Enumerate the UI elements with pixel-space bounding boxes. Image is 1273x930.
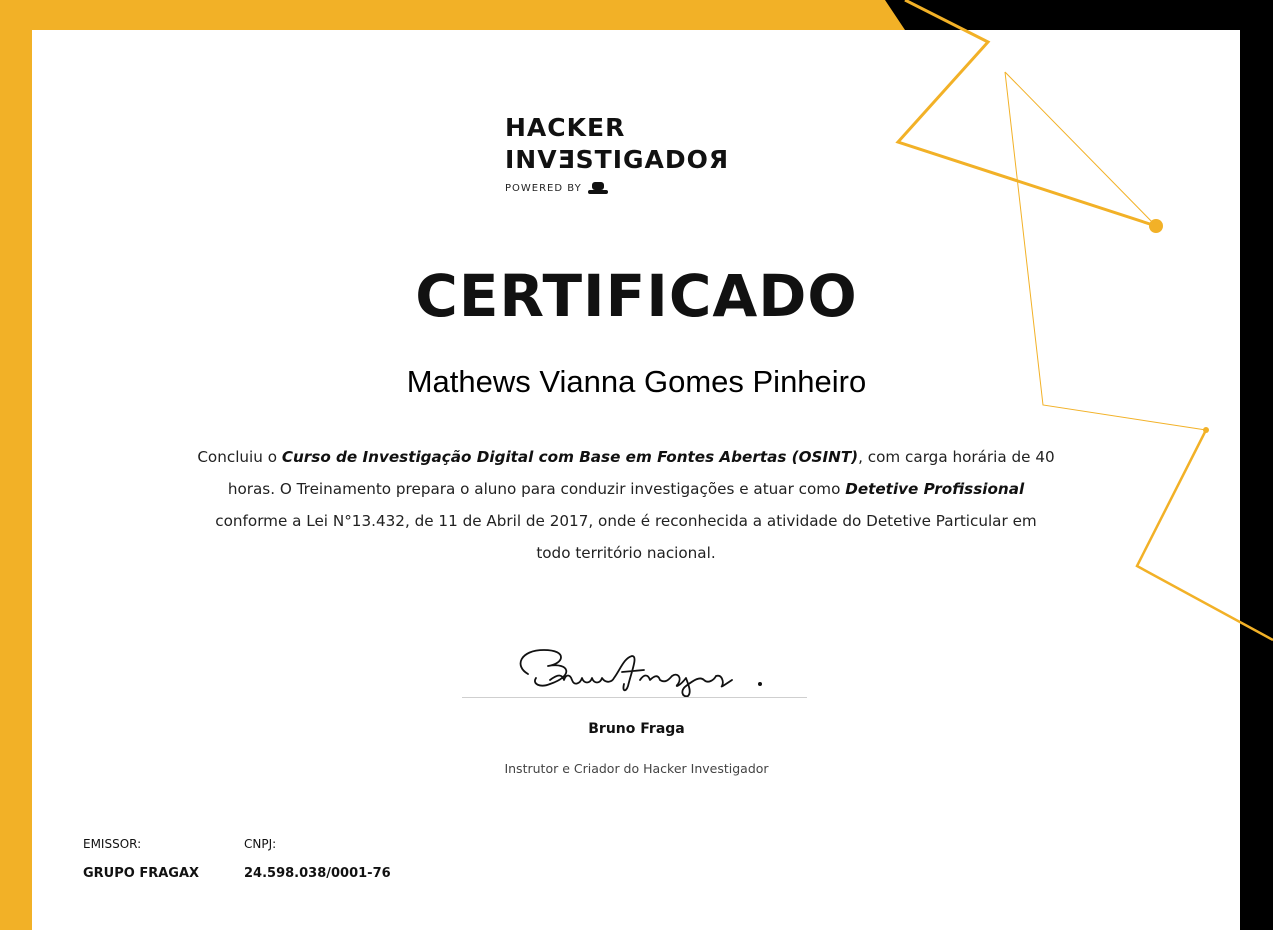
recipient-name: Mathews Vianna Gomes Pinheiro	[406, 364, 867, 399]
handwritten-signature	[510, 640, 770, 698]
cnpj-value: 24.598.038/0001-76	[244, 866, 391, 881]
cnpj-label: CNPJ:	[244, 837, 277, 851]
signer-name: Bruno Fraga	[588, 721, 685, 737]
professional-title: Detetive Profissional	[845, 480, 1025, 498]
body-text-part-2: , com carga horária de 40 horas. O Treinamento prepara o aluno para conduzir investigações e atuar como	[227, 448, 1055, 498]
logo-line-hacker: HACKER	[505, 113, 626, 142]
signature-line	[462, 697, 807, 698]
signer-role: Instrutor e Criador do Hacker Investigador	[504, 761, 769, 776]
emissor-label: EMISSOR:	[83, 837, 142, 851]
certificate-body-text	[196, 441, 1056, 569]
body-text-part-1: Concluiu o	[197, 448, 282, 466]
course-name: Curso de Investigação Digital com Base em Fontes Abertas (OSINT)	[281, 448, 859, 466]
emissor-block	[83, 836, 199, 881]
hacker-investigador-logo	[505, 112, 785, 195]
logo-line-investigador: INVƎSTIGADOЯ	[505, 145, 730, 174]
certificate-title: CERTIFICADO	[415, 262, 858, 330]
powered-by	[505, 181, 785, 195]
body-text-part-3: conforme a Lei N°13.432, de 11 de Abril de 2017, onde é reconhecida a atividade do Detetive Particular em todo território nacional.	[215, 512, 1037, 562]
powered-by-label: POWERED BY	[505, 182, 582, 194]
emissor-value: GRUPO FRAGAX	[83, 866, 200, 881]
cnpj-block	[244, 836, 391, 881]
detective-hat-icon	[588, 181, 608, 195]
